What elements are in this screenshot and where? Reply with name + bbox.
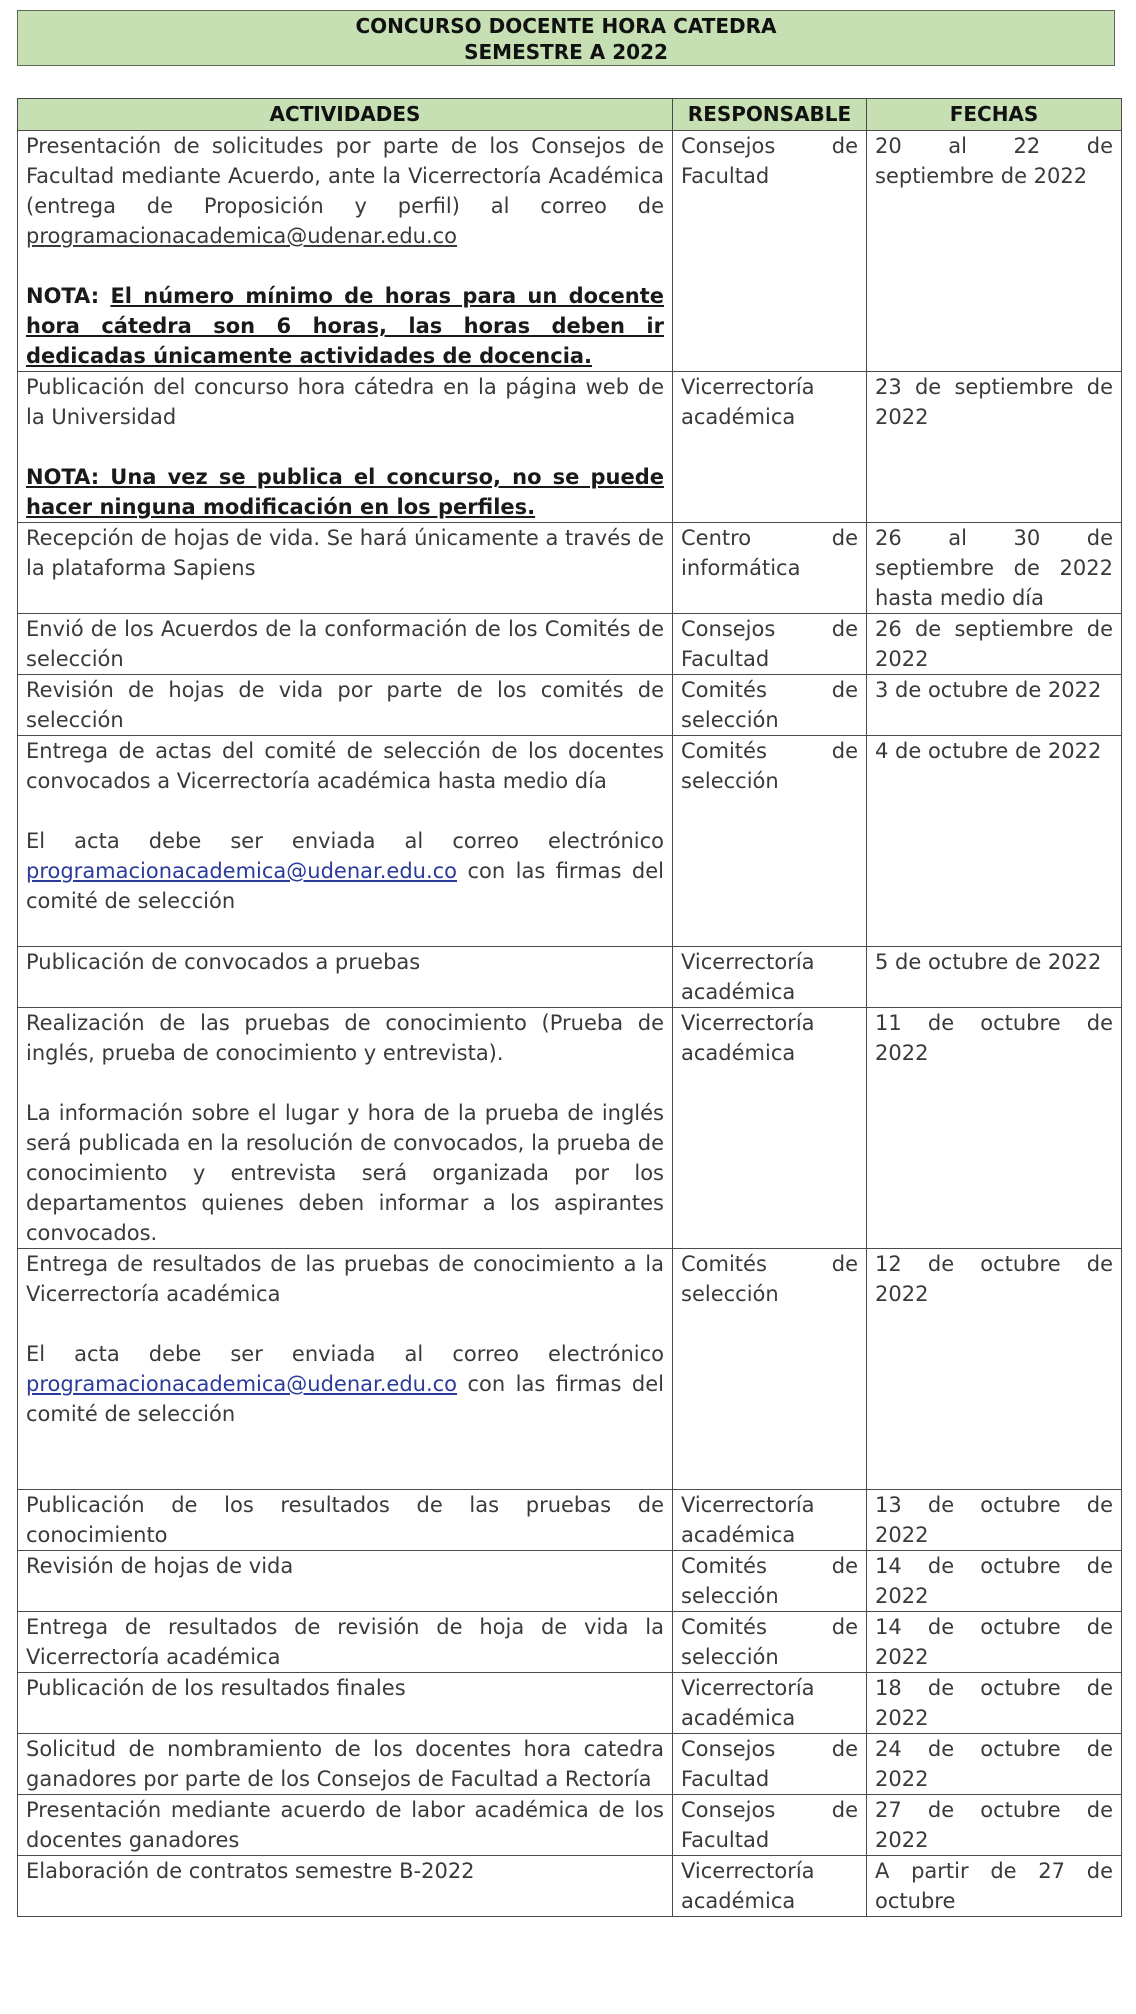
activity-cell: Elaboración de contratos semestre B-2022 — [18, 1856, 673, 1917]
email-link[interactable]: programacionacademica@udenar.edu.co — [26, 859, 458, 883]
table-row — [18, 131, 1122, 372]
table-row — [18, 1795, 1122, 1856]
date-cell: 18 de octubre de 2022 — [867, 1673, 1122, 1734]
table-row — [18, 736, 1122, 947]
activity-cell — [18, 1008, 673, 1249]
date-cell: 14 de octubre de 2022 — [867, 1612, 1122, 1673]
activity-cell: Presentación mediante acuerdo de labor académica de los docentes ganadores — [18, 1795, 673, 1856]
date-cell: 27 de octubre de 2022 — [867, 1795, 1122, 1856]
activity-cell: Recepción de hojas de vida. Se hará únicamente a través de la plataforma Sapiens — [18, 523, 673, 614]
date-cell: 4 de octubre de 2022 — [867, 736, 1122, 947]
responsible-cell: Centro de informática — [673, 523, 867, 614]
activity-text: Entrega de actas del comité de selección de los docentes convocados a Vicerrectoría académica hasta medio día — [26, 739, 664, 793]
table-row — [18, 1249, 1122, 1490]
table-row — [18, 1856, 1122, 1917]
activity-note-tail: con las firmas del comité de selección — [26, 859, 664, 913]
table-row — [18, 1008, 1122, 1249]
date-cell: 13 de octubre de 2022 — [867, 1490, 1122, 1551]
header-responsible: RESPONSABLE — [673, 99, 867, 131]
activity-note: El acta debe ser enviada al correo electrónico — [26, 1342, 664, 1366]
responsible-cell: Consejos de Facultad — [673, 614, 867, 675]
activity-cell — [18, 131, 673, 372]
date-cell: 12 de octubre de 2022 — [867, 1249, 1122, 1490]
activity-cell: Publicación de convocados a pruebas — [18, 947, 673, 1008]
activity-text: Realización de las pruebas de conocimiento (Prueba de inglés, prueba de conocimiento y entrevista). — [26, 1011, 664, 1065]
responsible-cell: Comités de selección — [673, 1551, 867, 1612]
table-row — [18, 1551, 1122, 1612]
table-row — [18, 1612, 1122, 1673]
document-subtitle: SEMESTRE A 2022 — [464, 40, 668, 64]
activity-note-tail: con las firmas del comité de selección — [26, 1372, 664, 1426]
activity-cell: Revisión de hojas de vida — [18, 1551, 673, 1612]
activity-cell — [18, 736, 673, 947]
table-row — [18, 947, 1122, 1008]
email-link[interactable]: programacionacademica@udenar.edu.co — [26, 1372, 458, 1396]
responsible-cell: Comités de selección — [673, 675, 867, 736]
responsible-cell: Vicerrectoría académica — [673, 1490, 867, 1551]
table-row — [18, 675, 1122, 736]
table-row — [18, 523, 1122, 614]
schedule-table — [17, 98, 1122, 1917]
responsible-cell: Consejos de Facultad — [673, 1795, 867, 1856]
table-row — [18, 1490, 1122, 1551]
responsible-cell: Comités de selección — [673, 1249, 867, 1490]
activity-cell: Publicación de los resultados de las pruebas de conocimiento — [18, 1490, 673, 1551]
responsible-cell: Vicerrectoría académica — [673, 372, 867, 523]
responsible-cell: Vicerrectoría académica — [673, 947, 867, 1008]
header-activities: ACTIVIDADES — [18, 99, 673, 131]
activity-text: Entrega de resultados de las pruebas de conocimiento a la Vicerrectoría académica — [26, 1252, 664, 1306]
responsible-cell: Consejos de Facultad — [673, 131, 867, 372]
date-cell: 20 al 22 de septiembre de 2022 — [867, 131, 1122, 372]
activity-text: Publicación del concurso hora cátedra en la página web de la Universidad — [26, 375, 664, 429]
document-title-box — [17, 10, 1115, 66]
activity-note: La información sobre el lugar y hora de la prueba de inglés será publicada en la resolución de convocados, la prueba de conocimiento y entrevista será organizada por los departamentos quienes deben informar a los aspirantes convocados. — [26, 1101, 664, 1245]
activity-cell — [18, 372, 673, 523]
table-row — [18, 372, 1122, 523]
note-text: NOTA: El número mínimo de horas para un docente hora cátedra son 6 horas, las horas deben ir dedicadas únicamente actividades de docencia. — [26, 284, 664, 368]
activity-text: Presentación de solicitudes por parte de los Consejos de Facultad mediante Acuerdo, ante la Vicerrectoría Académica (entrega de Proposición y perfil) al correo de — [26, 134, 664, 218]
email-link[interactable]: programacionacademica@udenar.edu.co — [26, 224, 458, 248]
table-row — [18, 1673, 1122, 1734]
date-cell: 14 de octubre de 2022 — [867, 1551, 1122, 1612]
date-cell: 5 de octubre de 2022 — [867, 947, 1122, 1008]
activity-cell: Envió de los Acuerdos de la conformación de los Comités de selección — [18, 614, 673, 675]
date-cell: A partir de 27 de octubre — [867, 1856, 1122, 1917]
date-cell: 3 de octubre de 2022 — [867, 675, 1122, 736]
date-cell: 26 al 30 de septiembre de 2022 hasta medio día — [867, 523, 1122, 614]
responsible-cell: Vicerrectoría académica — [673, 1673, 867, 1734]
table-row — [18, 1734, 1122, 1795]
note-text: NOTA: Una vez se publica el concurso, no se puede hacer ninguna modificación en los perfiles. — [26, 465, 664, 519]
activity-cell: Revisión de hojas de vida por parte de los comités de selección — [18, 675, 673, 736]
responsible-cell: Comités de selección — [673, 1612, 867, 1673]
responsible-cell: Vicerrectoría académica — [673, 1856, 867, 1917]
header-dates: FECHAS — [867, 99, 1122, 131]
activity-cell: Publicación de los resultados finales — [18, 1673, 673, 1734]
table-header-row — [18, 99, 1122, 131]
responsible-cell: Comités de selección — [673, 736, 867, 947]
activity-cell: Solicitud de nombramiento de los docentes hora catedra ganadores por parte de los Consejos de Facultad a Rectoría — [18, 1734, 673, 1795]
date-cell: 24 de octubre de 2022 — [867, 1734, 1122, 1795]
date-cell: 11 de octubre de 2022 — [867, 1008, 1122, 1249]
responsible-cell: Vicerrectoría académica — [673, 1008, 867, 1249]
activity-cell — [18, 1249, 673, 1490]
date-cell: 23 de septiembre de 2022 — [867, 372, 1122, 523]
date-cell: 26 de septiembre de 2022 — [867, 614, 1122, 675]
activity-note: El acta debe ser enviada al correo electrónico — [26, 829, 664, 853]
responsible-cell: Consejos de Facultad — [673, 1734, 867, 1795]
table-row — [18, 614, 1122, 675]
document-title: CONCURSO DOCENTE HORA CATEDRA — [355, 14, 777, 38]
activity-cell: Entrega de resultados de revisión de hoja de vida la Vicerrectoría académica — [18, 1612, 673, 1673]
